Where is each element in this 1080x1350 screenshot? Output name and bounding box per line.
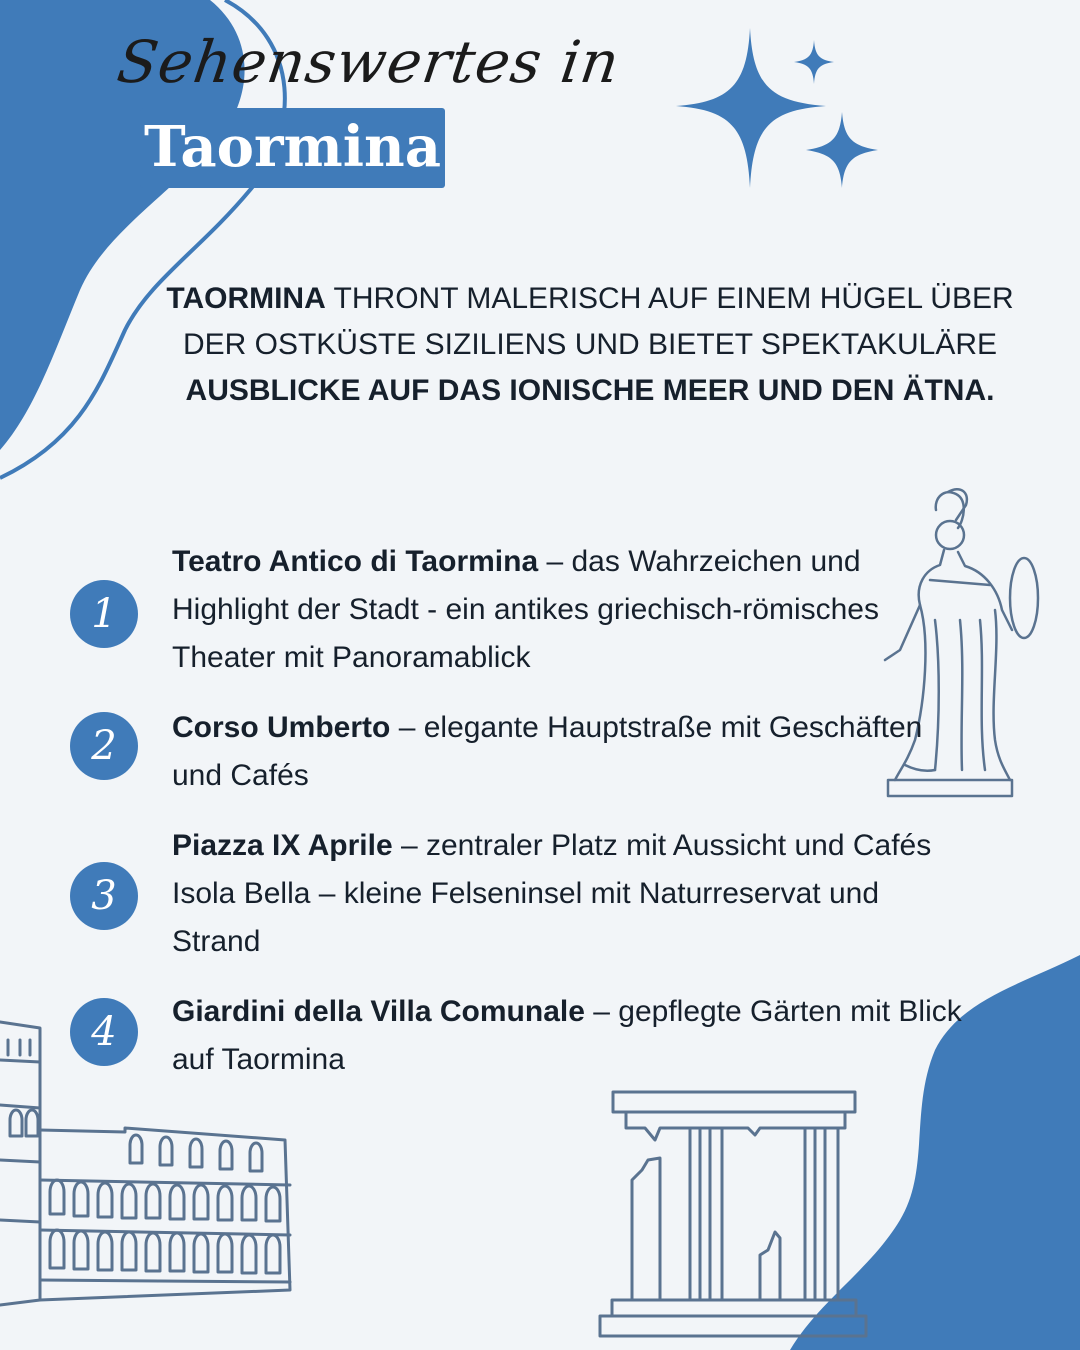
- item-text: – gepflegte Gärten mit Blick auf Taormina: [172, 995, 962, 1076]
- item-text: – elegante Hauptstraße mit Geschäften und Cafés: [172, 711, 923, 792]
- number-badge-3: 3: [70, 862, 138, 930]
- list-item: [172, 538, 972, 682]
- number-badge-4: 4: [70, 998, 138, 1066]
- sparkle-icon: [676, 28, 878, 188]
- item-title: Teatro Antico di Taormina: [172, 545, 539, 578]
- item-text: – zentraler Platz mit Aussicht und Cafés Isola Bella – kleine Felseninsel mit Naturreservat und Strand: [172, 829, 932, 958]
- page-title-box: [140, 108, 445, 188]
- item-title: Corso Umberto: [172, 711, 391, 744]
- item-title: Giardini della Villa Comunale: [172, 995, 585, 1028]
- page-title: Taormina: [144, 114, 441, 180]
- item-text: – das Wahrzeichen und Highlight der Stadt - ein antikes griechisch-römisches Theater mit Panoramablick: [172, 545, 879, 674]
- intro-paragraph: [140, 276, 1040, 414]
- item-title: Piazza IX Aprile: [172, 829, 393, 862]
- list-item: [172, 822, 972, 966]
- list-item: [172, 704, 972, 800]
- number-badge-1: 1: [70, 580, 138, 648]
- script-subtitle: Sehenswertes in: [113, 28, 625, 96]
- intro-bold-start: TAORMINA: [166, 282, 326, 315]
- greek-temple-ruin-icon: [600, 1092, 866, 1336]
- list-item: [172, 988, 972, 1084]
- intro-bold-end: AUSBLICKE AUF DAS IONISCHE MEER UND DEN ÄTNA.: [185, 374, 995, 407]
- number-badge-2: 2: [70, 712, 138, 780]
- intro-text: THRONT MALERISCH AUF EINEM HÜGEL ÜBER DER OSTKÜSTE SIZILIENS UND BIETET SPEKTAKULÄRE: [182, 282, 1014, 361]
